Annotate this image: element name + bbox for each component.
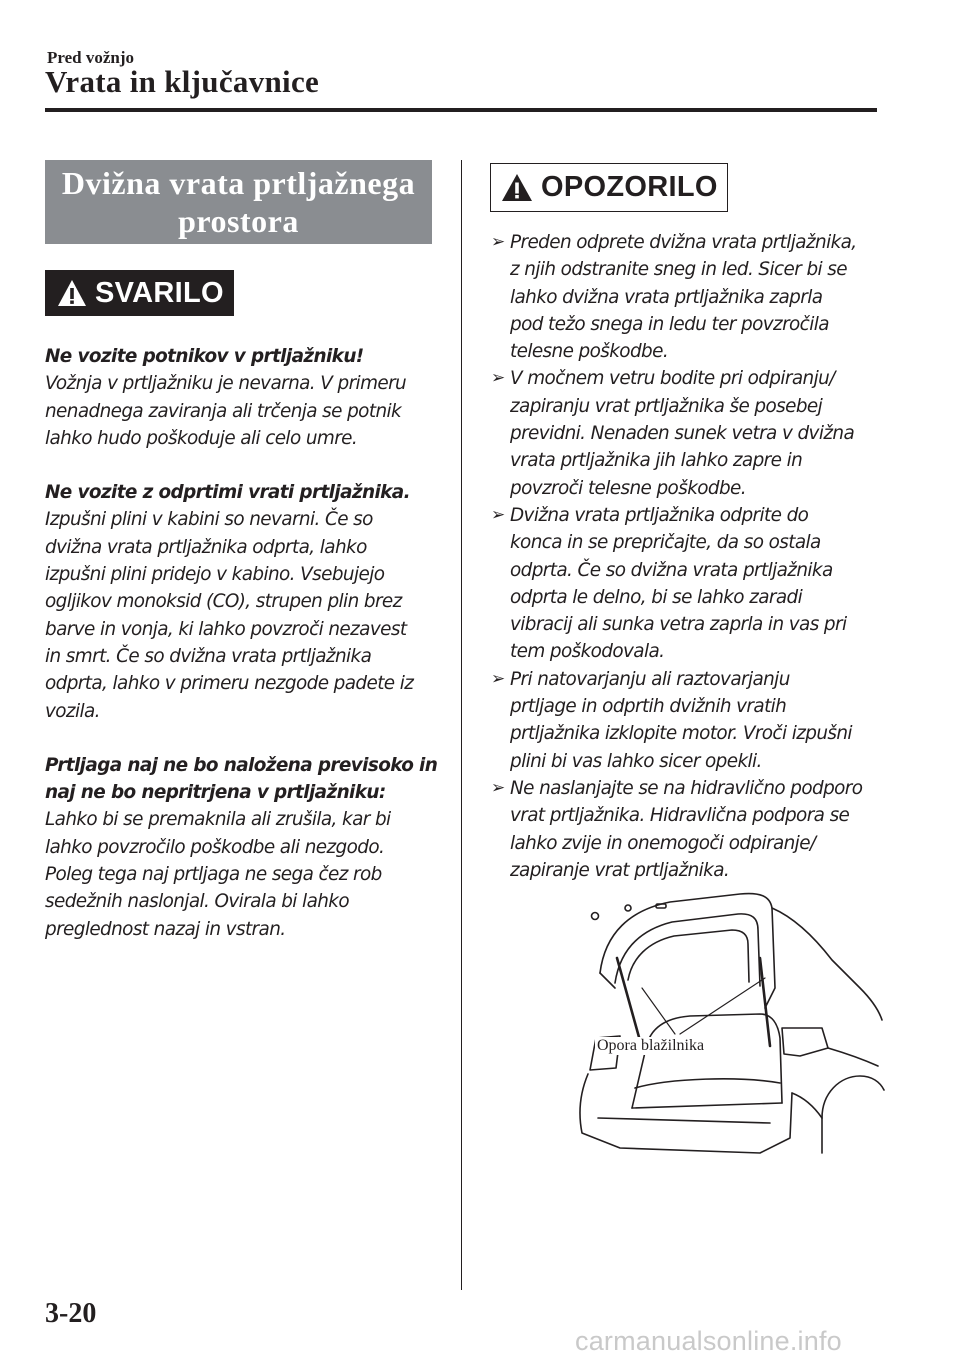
text-line: Poleg tega naj prtljaga ne sega čez rob bbox=[45, 864, 382, 886]
caution-heading: Prtljaga naj ne bo naložena previsoko in bbox=[45, 754, 438, 776]
bullet-arrow-icon: ➢ bbox=[491, 777, 505, 798]
text-line: izpušni plini pridejo v kabino. Vsebujejo bbox=[45, 564, 385, 586]
caution-body bbox=[45, 343, 440, 943]
text-line: in smrt. Če so dvižna vrata prtljažnika bbox=[45, 645, 372, 667]
danger-badge bbox=[490, 163, 728, 212]
text-line: Dvižna vrata prtljažnika odprite do bbox=[510, 504, 809, 526]
text-line: vrata prtljažnika jih lahko zapre in bbox=[510, 450, 803, 472]
watermark: carmanualsonline.info bbox=[575, 1326, 842, 1356]
text-line: povzroči telesne poškodbe. bbox=[510, 477, 747, 499]
text-line: sedežnih naslonjal. Ovirala bi lahko bbox=[45, 891, 349, 913]
caution-label: SVARILO bbox=[95, 276, 224, 309]
text-line: konca in se prepričajte, da so ostala bbox=[510, 532, 821, 554]
text-line: previdni. Nenaden sunek vetra v dvižna bbox=[510, 423, 855, 445]
caution-heading: naj ne bo nepritrjena v prtljažniku: bbox=[45, 782, 386, 804]
topic-title-line1: Dvižna vrata prtljažnega bbox=[61, 165, 416, 201]
danger-body bbox=[491, 229, 886, 884]
bullet-item bbox=[491, 502, 886, 666]
text-line: plini bi vas lahko sicer opekli. bbox=[510, 750, 762, 772]
bullet-arrow-icon: ➢ bbox=[491, 232, 505, 252]
text-line: V močnem vetru bodite pri odpiranju/ bbox=[510, 368, 835, 390]
caution-heading: Ne vozite potnikov v prtljažniku! bbox=[45, 346, 364, 367]
text-line: dvižna vrata prtljažnika odprta, lahko bbox=[45, 536, 367, 558]
text-line: vozila. bbox=[45, 700, 100, 722]
caution-badge bbox=[45, 270, 234, 316]
text-line: odprta, lahko v primeru nezgode padete iz bbox=[45, 673, 414, 695]
text-line: Preden odprete dvižna vrata prtljažnika, bbox=[510, 232, 857, 253]
section-title: Pred vožnjo bbox=[47, 48, 135, 67]
chapter-title: Vrata in ključavnice bbox=[45, 64, 320, 99]
caution-heading: Ne vozite z odprtimi vrati prtljažnika. bbox=[45, 482, 411, 504]
bullet-arrow-icon: ➢ bbox=[491, 668, 505, 689]
text-line: vibracij ali sunka vetra zaprla in vas pri bbox=[510, 614, 847, 636]
text-line: vrat prtljažnika. Hidravlična podpora se bbox=[510, 805, 850, 827]
text-line: prtljažnika izklopite motor. Vroči izpušni bbox=[510, 723, 852, 745]
danger-label: OPOZORILO bbox=[541, 171, 718, 203]
text-line: barve in vonja, ki lahko povzroči nezavest bbox=[45, 618, 407, 640]
column-divider bbox=[461, 160, 462, 1290]
text-line: zapiranje vrat prtljažnika. bbox=[510, 859, 730, 881]
bullet-item bbox=[491, 365, 886, 501]
text-line: lahko povzročilo poškodbe ali nezgodo. bbox=[45, 836, 385, 858]
text-line: Ne naslanjajte se na hidravlično podporo bbox=[510, 777, 863, 799]
text-line: ogljikov monoksid (CO), strupen plin brez bbox=[45, 591, 402, 613]
warning-triangle-icon bbox=[57, 279, 87, 307]
text-line: zapiranju vrat prtljažnika še posebej bbox=[510, 395, 823, 417]
topic-title-line2: prostora bbox=[178, 203, 299, 239]
topic-title bbox=[45, 160, 432, 244]
text-line: prtljage in odprtih dvižnih vratih bbox=[510, 696, 787, 718]
illustration-callout: Opora blažilnika bbox=[597, 1037, 705, 1054]
tailgate-illustration bbox=[560, 878, 885, 1158]
text-line: nenadnega zaviranja ali trčenja se potnik bbox=[45, 400, 402, 422]
text-line: lahko zvije in onemogoči odpiranje/ bbox=[510, 832, 816, 854]
page-number: 3-20 bbox=[45, 1298, 97, 1329]
text-line: Vožnja v prtljažniku je nevarna. V primeru bbox=[45, 373, 407, 395]
bullet-item bbox=[491, 229, 886, 365]
text-line: tem poškodovala. bbox=[510, 641, 665, 663]
text-line: lahko dvižna vrata prtljažnika zaprla bbox=[510, 286, 823, 308]
text-line: odprta le delno, bi se lahko zaradi bbox=[510, 586, 803, 608]
bullet-arrow-icon: ➢ bbox=[491, 368, 505, 389]
bullet-item bbox=[491, 775, 886, 884]
text-line: Pri natovarjanju ali raztovarjanju bbox=[510, 668, 790, 690]
text-line: preglednost nazaj in vstran. bbox=[45, 918, 286, 940]
text-line: odprta. Če so dvižna vrata prtljažnika bbox=[510, 559, 833, 581]
text-line: z njih odstranite sneg in led. Sicer bi se bbox=[510, 259, 847, 281]
text-line: pod težo snega in ledu ter povzročila bbox=[510, 313, 829, 335]
header-rule bbox=[45, 108, 877, 112]
text-line: Izpušni plini v kabini so nevarni. Če so bbox=[45, 509, 373, 531]
bullet-item bbox=[491, 666, 886, 775]
text-line: Lahko bi se premaknila ali zrušila, kar bi bbox=[45, 809, 391, 831]
bullet-arrow-icon: ➢ bbox=[491, 504, 505, 525]
text-line: lahko hudo poškoduje ali celo umre. bbox=[45, 427, 358, 449]
warning-triangle-icon bbox=[501, 173, 533, 202]
text-line: telesne poškodbe. bbox=[510, 341, 669, 363]
